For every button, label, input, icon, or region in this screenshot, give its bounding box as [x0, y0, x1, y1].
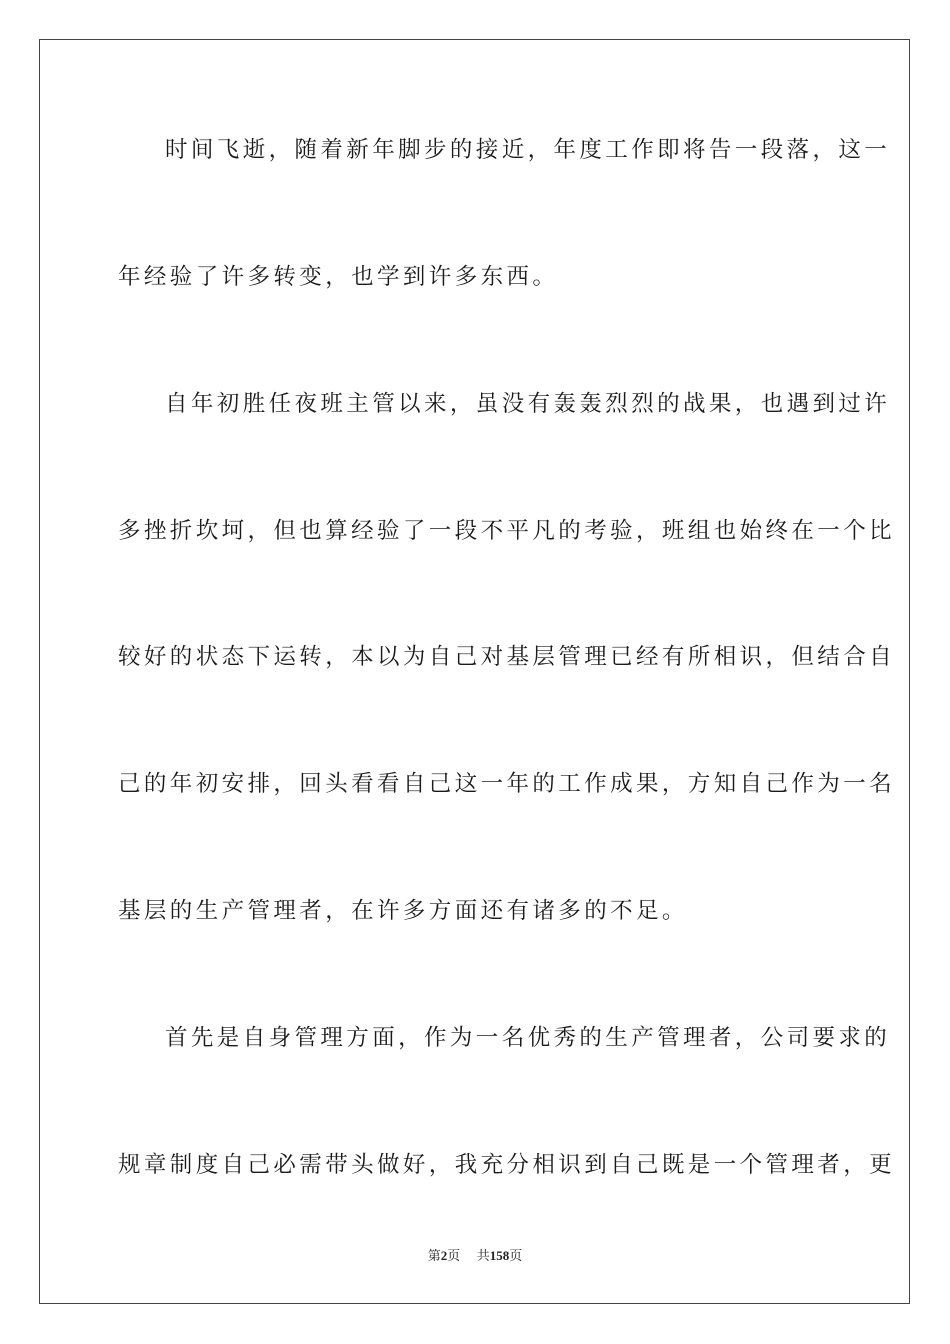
paragraph-2-line-1: 自年初胜任夜班主管以来，虽没有轰轰烈烈的战果，也遇到过许	[165, 391, 891, 417]
page-number: 2	[440, 1248, 448, 1263]
paragraph-2-line-3: 较好的状态下运转，本以为自己对基层管理已经有所相识，但结合自	[118, 644, 896, 670]
total-prefix: 共	[476, 1249, 490, 1264]
paragraph-3-line-2: 规章制度自己必需带头做好，我充分相识到自己既是一个管理者，更	[118, 1152, 896, 1178]
total-suffix: 页	[509, 1249, 523, 1264]
paragraph-2-line-4: 己的年初安排，回头看看自己这一年的工作成果，方知自己作为一名	[118, 771, 896, 797]
page-suffix: 页	[447, 1249, 461, 1264]
paragraph-1-line-1: 时间飞逝，随着新年脚步的接近，年度工作即将告一段落，这一	[165, 137, 891, 163]
page-footer	[0, 1247, 950, 1266]
paragraph-1-line-2: 年经验了许多转变，也学到许多东西。	[118, 264, 559, 290]
paragraph-2-line-2: 多挫折坎坷，但也算经验了一段不平凡的考验，班组也始终在一个比	[118, 518, 896, 544]
page-prefix: 第	[427, 1249, 441, 1264]
total-pages: 158	[489, 1248, 510, 1263]
paragraph-3-line-1: 首先是自身管理方面，作为一名优秀的生产管理者，公司要求的	[165, 1025, 891, 1051]
paragraph-2-line-5: 基层的生产管理者，在许多方面还有诸多的不足。	[118, 898, 688, 924]
